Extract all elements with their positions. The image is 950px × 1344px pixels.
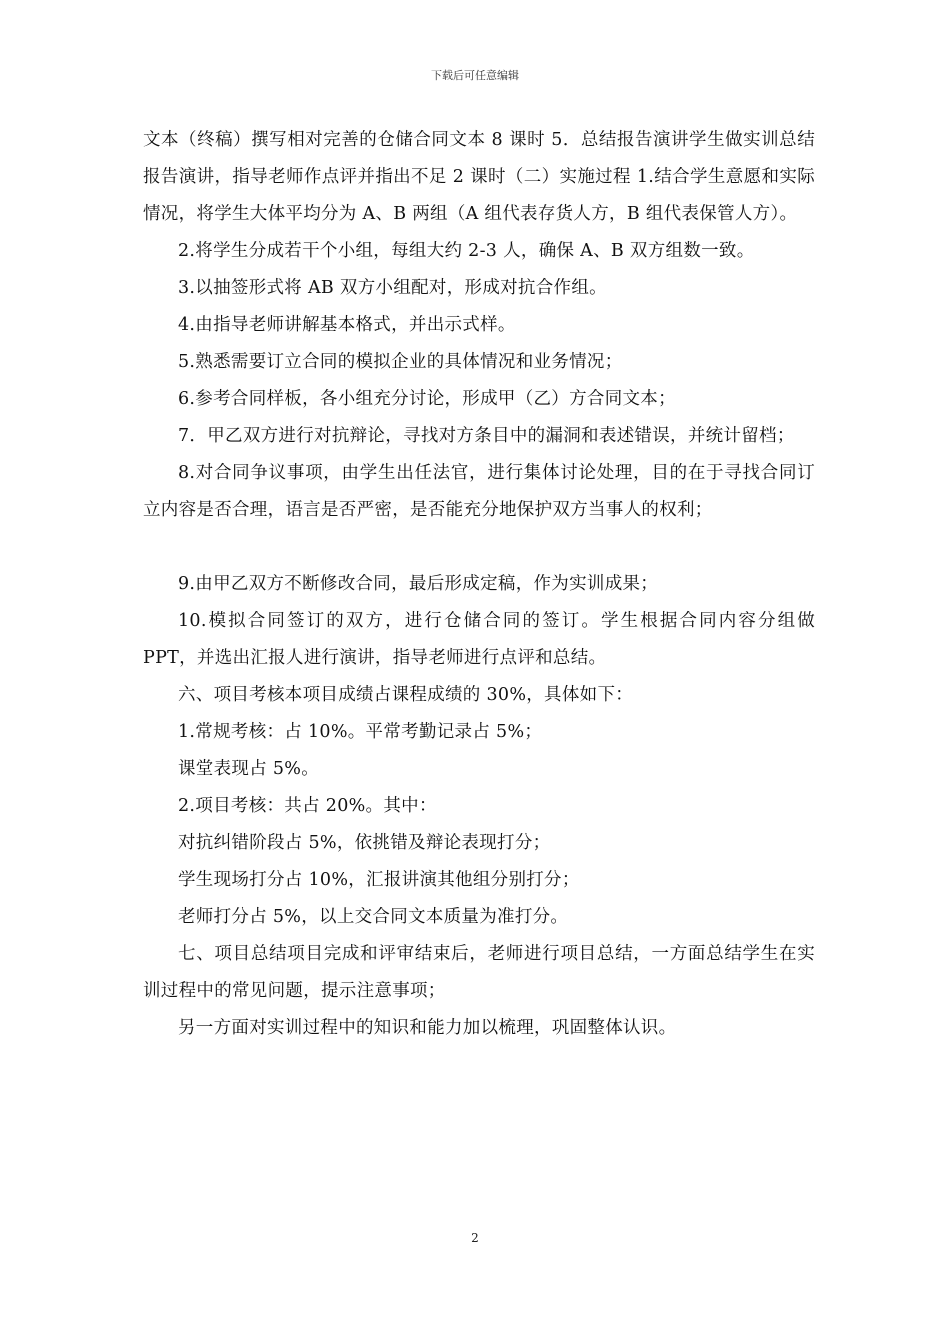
paragraph-9: 9.由甲乙双方不断修改合同，最后形成定稿，作为实训成果； xyxy=(178,574,659,594)
section-heading-assessment: 六、项目考核本项目成绩占课程成绩的 30%，具体如下： xyxy=(178,685,634,705)
paragraph-15: 对抗纠错阶段占 5%，依挑错及辩论表现打分； xyxy=(178,833,551,853)
paragraph-4: 4.由指导老师讲解基本格式，并出示式样。 xyxy=(178,315,516,335)
page-header: 下载后可任意编辑 xyxy=(431,69,519,82)
paragraph-10: 10.模拟合同签订的双方，进行仓储合同的签订。学生根据合同内容分组做 PPT，并选出汇报人进行演讲，指导老师进行点评和总结。 xyxy=(143,611,815,668)
page-number: 2 xyxy=(471,1231,479,1245)
paragraph-2: 2.将学生分成若干个小组，每组大约 2-3 人，确保 A、B 双方组数一致。 xyxy=(178,241,755,261)
paragraph-19: 另一方面对实训过程中的知识和能力加以梳理，巩固整体认识。 xyxy=(178,1018,677,1038)
section-heading-summary: 七、项目总结项目完成和评审结束后，老师进行项目总结，一方面总结学生在实训过程中的常见问题，提示注意事项； xyxy=(143,944,815,1001)
paragraph-3: 3.以抽签形式将 AB 双方小组配对，形成对抗合作组。 xyxy=(178,278,607,298)
paragraph-17: 老师打分占 5%，以上交合同文本质量为准打分。 xyxy=(178,907,569,927)
paragraph-8: 8.对合同争议事项，由学生出任法官，进行集体讨论处理，目的在于寻找合同订立内容是否合理，语言是否严密，是否能充分地保护双方当事人的权利； xyxy=(143,463,815,520)
paragraph-1: 文本（终稿）撰写相对完善的仓储合同文本 8 课时 5．总结报告演讲学生做实训总结报告演讲，指导老师作点评并指出不足 2 课时（二）实施过程 1.结合学生意愿和实际情况，将学生大体平均分为 A、B 两组（A 组代表存货人方，B 组代表保管人方）。 xyxy=(143,130,815,224)
paragraph-7: 7．甲乙双方进行对抗辩论，寻找对方条目中的漏洞和表述错误，并统计留档； xyxy=(178,426,795,446)
paragraph-16: 学生现场打分占 10%，汇报讲演其他组分别打分； xyxy=(178,870,580,890)
paragraph-6: 6.参考合同样板，各小组充分讨论，形成甲（乙）方合同文本； xyxy=(178,389,676,409)
paragraph-14: 2.项目考核：共占 20%。其中： xyxy=(178,796,437,816)
paragraph-12: 1.常规考核：占 10%。平常考勤记录占 5%； xyxy=(178,722,543,742)
document-body xyxy=(143,122,815,1047)
paragraph-13: 课堂表现占 5%。 xyxy=(178,759,320,779)
paragraph-5: 5.熟悉需要订立合同的模拟企业的具体情况和业务情况； xyxy=(178,352,623,372)
